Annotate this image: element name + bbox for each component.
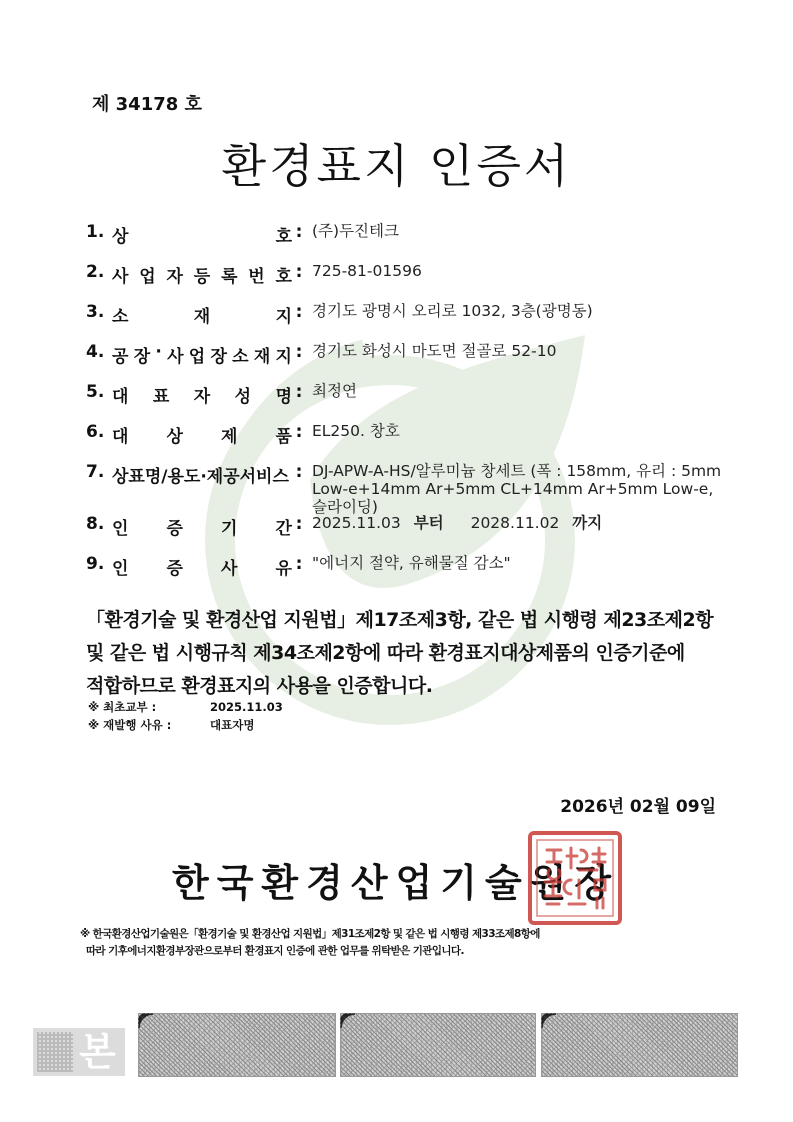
note-first-issue: ※ 최초교부 : 2025.11.03 [88, 700, 283, 714]
field-label: 공 장 · 사 업 장 소 재 지 [112, 342, 292, 367]
certificate-number: 제 34178 호 [92, 94, 202, 115]
field-brand-usage: 7. 상표명/용도·제공서비스 : DJ-APW-A-HS/알루미늄 창세트 (폭 : 158mm, 유리 : 5mm Low-e+14mm Ar+5mm CL+14mm Ar+5mm Low-e, 슬라이딩) [86, 462, 726, 516]
field-value: 경기도 화성시 마도면 절골로 52-10 [312, 342, 557, 360]
field-value: 최정연 [312, 382, 357, 400]
field-value: DJ-APW-A-HS/알루미늄 창세트 (폭 : 158mm, 유리 : 5mm Low-e+14mm Ar+5mm CL+14mm Ar+5mm Low-e, 슬라이딩) [312, 462, 722, 516]
field-value: 725-81-01596 [312, 262, 422, 280]
period-end: 2028.11.02 [470, 514, 560, 532]
certification-statement: 「환경기술 및 환경산업 지원법」제17조제3항, 같은 법 시행령 제23조제2항 및 같은 법 시행규칙 제34조제2항에 따라 환경표지대상제품의 인증기준에 적합하므로 환경표지의 사용을 인증합니다. [86, 609, 714, 697]
security-pattern-1 [138, 1013, 336, 1077]
original-copy-mark [33, 1028, 125, 1076]
period-start: 2025.11.03 [312, 514, 401, 532]
field-label: 인 증 기 간 [112, 519, 292, 539]
certificate-title: 환경표지 인증서 [221, 139, 572, 193]
issuer-name: 한국환경산업기술원장 [172, 861, 620, 905]
field-certification-reason: 9. 인 증 사 유 : "에너지 절약, 유해물질 감소" [86, 554, 726, 579]
field-label: 인 증 사 유 [112, 559, 292, 579]
field-label: 소 재 지 [112, 307, 292, 327]
field-company-name: 1. 상 호 : (주)두진테크 [86, 222, 726, 247]
field-label: 대 표 자 성 명 [112, 387, 292, 407]
issue-date: 2026년 02월 09일 [560, 797, 716, 817]
field-label: 사 업 자 등 록 번 호 [112, 267, 292, 287]
field-certification-period: 8. 인 증 기 간 : 2025.11.03 부터 2028.11.02 까지 [86, 514, 726, 539]
copy-mark-text: 본 [79, 1030, 116, 1074]
field-product: 6. 대 상 제 품 : EL250. 창호 [86, 422, 726, 447]
field-factory-address: 4. 공 장 · 사 업 장 소 재 지 : 경기도 화성시 마도면 절골로 52-10 [86, 342, 726, 367]
field-label: 상 호 [112, 227, 292, 247]
field-address: 3. 소 재 지 : 경기도 광명시 오리로 1032, 3층(광명동) [86, 302, 726, 327]
field-value: EL250. 창호 [312, 422, 400, 440]
security-pattern-2 [340, 1013, 536, 1077]
field-label: 대 상 제 품 [112, 427, 292, 447]
security-corner-icon [340, 1013, 356, 1029]
field-value: "에너지 절약, 유해물질 감소" [312, 554, 511, 572]
field-value [306, 514, 726, 532]
period-until-word: 까지 [572, 514, 603, 532]
issuance-notes [88, 698, 283, 734]
security-corner-icon [138, 1013, 154, 1029]
security-corner-icon [541, 1013, 557, 1029]
copy-mark-pattern [37, 1032, 73, 1072]
field-business-number: 2. 사 업 자 등 록 번 호 : 725-81-01596 [86, 262, 726, 287]
delegation-footnote: ※ 한국환경산업기술원은「환경기술 및 환경산업 지원법」제31조제2항 및 같은 법 시행령 제33조제8항에 따라 기후에너지환경부장관으로부터 환경표지 인증에 관한 업무를 위탁받은 기관입니다. [80, 928, 540, 957]
note-reissue-reason: ※ 재발행 사유 : 대표자명 [88, 718, 255, 732]
field-value: 경기도 광명시 오리로 1032, 3층(광명동) [312, 302, 593, 320]
security-pattern-3 [541, 1013, 738, 1077]
official-seal-icon [527, 830, 623, 926]
field-value: (주)두진테크 [312, 222, 399, 240]
field-representative: 5. 대 표 자 성 명 : 최정연 [86, 382, 726, 407]
period-from-word: 부터 [413, 514, 444, 532]
field-label: 상표명/용도·제공서비스 [112, 467, 289, 487]
